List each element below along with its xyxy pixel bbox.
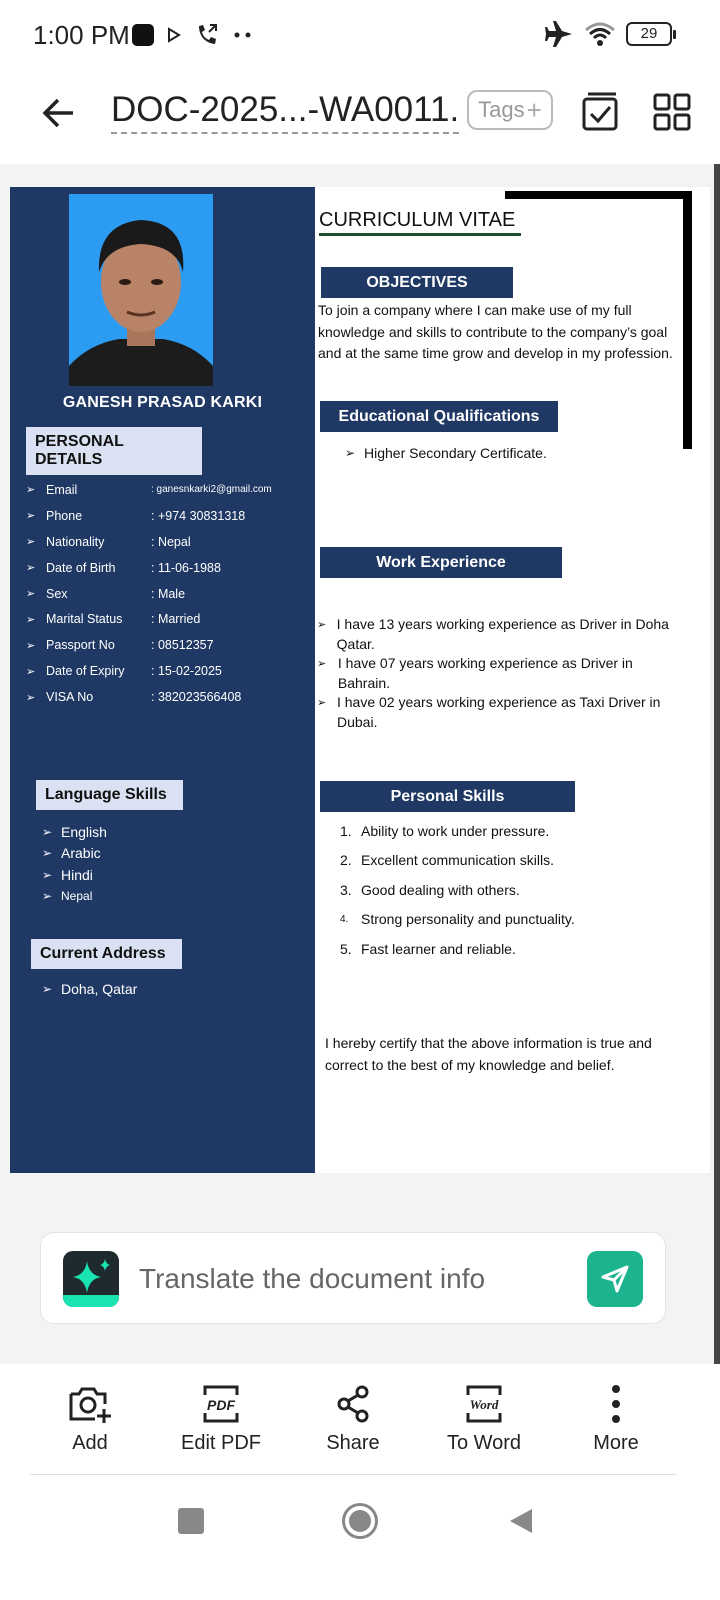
- detail-value: : ganesnkarki2@gmail.com: [151, 484, 272, 496]
- skill-item: [340, 823, 575, 852]
- more-label: More: [593, 1432, 639, 1454]
- cv-left-panel: [10, 187, 315, 1173]
- home-button[interactable]: [342, 1503, 378, 1539]
- play-icon: [166, 26, 182, 44]
- arrow-bullet-icon: ➢: [42, 889, 53, 904]
- arrow-left-icon: [42, 96, 76, 130]
- home-inner-icon: [349, 1510, 371, 1532]
- detail-label: Sex: [46, 586, 68, 601]
- arrow-bullet-icon: ➢: [317, 658, 327, 670]
- detail-value: : Male: [151, 586, 186, 601]
- detail-value: : 08512357: [151, 638, 214, 653]
- more-button[interactable]: [561, 1382, 671, 1455]
- send-button[interactable]: [587, 1251, 643, 1307]
- detail-label: Marital Status: [46, 612, 123, 627]
- send-icon: [600, 1264, 630, 1294]
- detail-value: : 382023566408: [151, 690, 242, 705]
- address-list: [42, 978, 137, 1000]
- arrow-bullet-icon: ➢: [26, 665, 36, 678]
- detail-row-visa: [26, 684, 311, 710]
- arrow-bullet-icon: ➢: [42, 867, 53, 882]
- detail-row-phone: [26, 503, 311, 529]
- select-button[interactable]: [580, 90, 624, 134]
- share-label: Share: [326, 1432, 380, 1454]
- detail-label: Date of Birth: [46, 560, 116, 575]
- detail-value: : +974 30831318: [151, 508, 246, 523]
- skill-number: 4.: [340, 914, 349, 926]
- current-address-heading: Current Address: [31, 939, 182, 969]
- detail-row-sex: [26, 581, 311, 607]
- svg-text:PDF: PDF: [207, 1397, 235, 1413]
- battery-indicator: 29: [626, 22, 672, 46]
- arrow-bullet-icon: ➢: [42, 981, 53, 996]
- status-bar: [0, 0, 720, 70]
- objectives-text: To join a company where I can make use of my full knowledge and skills to contribute to the company’s goal and at the same time grow and develop in my profession.: [318, 302, 673, 361]
- language-item: [42, 821, 107, 843]
- personal-skills-heading: Personal Skills: [320, 781, 575, 812]
- edit-pdf-label: Edit PDF: [180, 1432, 262, 1454]
- education-value: Higher Secondary Certificate.: [364, 445, 547, 461]
- grid-icon: [652, 92, 692, 132]
- detail-row-expiry: [26, 658, 311, 684]
- work-item: [317, 654, 687, 693]
- decorative-corner-line: [683, 191, 692, 449]
- word-icon: [429, 1382, 539, 1426]
- skill-number: 5.: [340, 940, 352, 957]
- svg-text:Word: Word: [469, 1397, 499, 1412]
- arrow-bullet-icon: ➢: [26, 536, 36, 549]
- arrow-bullet-icon: ➢: [42, 824, 53, 839]
- skill-text: Ability to work under pressure.: [361, 823, 550, 839]
- detail-row-marital-status: [26, 606, 311, 632]
- personal-skills-list: [340, 823, 575, 970]
- plus-icon: +: [526, 94, 542, 125]
- more-vertical-icon: [561, 1382, 671, 1426]
- document-title[interactable]: DOC-2025...-WA0011.: [111, 90, 459, 134]
- language-label: Hindi: [61, 866, 93, 883]
- arrow-bullet-icon: ➢: [26, 510, 36, 523]
- address-item: [42, 978, 137, 1000]
- to-word-button[interactable]: [429, 1382, 539, 1455]
- skill-text: Strong personality and punctuality.: [361, 911, 575, 928]
- bottom-toolbar: [0, 1364, 720, 1476]
- work-experience-list: [317, 615, 687, 732]
- detail-label: Nationality: [46, 534, 105, 549]
- app-notification-icon: [132, 24, 154, 46]
- address-value: Doha, Qatar: [61, 980, 138, 997]
- personal-details-heading: PERSONAL DETAILS: [26, 427, 202, 475]
- back-nav-button[interactable]: [508, 1507, 534, 1540]
- work-item: [317, 693, 687, 732]
- work-text: I have 07 years working experience as Driver in Bahrain.: [337, 655, 633, 691]
- certification-text: I hereby certify that the above information is true and correct to the best of my knowledge and belief.: [325, 1035, 652, 1073]
- skill-text: Excellent communication skills.: [361, 852, 554, 869]
- skill-item: [340, 852, 575, 881]
- arrow-bullet-icon: ➢: [26, 691, 36, 704]
- detail-value: : 15-02-2025: [151, 664, 222, 679]
- status-system-icons: [544, 20, 672, 48]
- arrow-bullet-icon: ➢: [345, 446, 356, 460]
- grid-view-button[interactable]: [652, 92, 692, 132]
- language-list: [42, 821, 107, 907]
- detail-row-nationality: [26, 529, 311, 555]
- to-word-label: To Word: [446, 1432, 522, 1454]
- language-label: Nepal: [61, 889, 93, 904]
- share-icon: [298, 1382, 408, 1426]
- back-button[interactable]: [34, 88, 84, 138]
- work-text: I have 13 years working experience as Driver in Doha Qatar.: [336, 616, 669, 652]
- detail-label: Phone: [46, 508, 83, 523]
- recents-button[interactable]: [178, 1508, 204, 1534]
- status-notification-icons: [132, 22, 254, 48]
- ai-assistant-bar[interactable]: [40, 1232, 666, 1324]
- arrow-bullet-icon: ➢: [317, 619, 327, 631]
- arrow-bullet-icon: ➢: [26, 484, 36, 497]
- education-heading: Educational Qualifications: [320, 401, 558, 432]
- detail-value: : Nepal: [151, 534, 191, 549]
- airplane-mode-icon: [544, 20, 574, 48]
- call-forward-icon: [194, 22, 220, 48]
- skill-number: 1.: [340, 823, 352, 839]
- skill-text: Fast learner and reliable.: [361, 940, 516, 957]
- wifi-icon: [584, 21, 616, 47]
- education-item: [345, 443, 675, 465]
- add-button[interactable]: [35, 1382, 145, 1455]
- document-page[interactable]: [10, 187, 710, 1173]
- cv-name: GANESH PRASAD KARKI: [62, 394, 263, 411]
- objectives-heading: OBJECTIVES: [321, 267, 513, 298]
- personal-details-list: [26, 477, 311, 710]
- edit-pdf-button[interactable]: [166, 1382, 276, 1455]
- cv-right-panel: [315, 187, 710, 1173]
- work-text: I have 02 years working experience as Taxi Driver in Dubai.: [336, 694, 661, 730]
- skill-number: 2.: [340, 852, 352, 869]
- detail-row-dob: [26, 555, 311, 581]
- status-time: 1:00 PM: [33, 20, 130, 50]
- language-skills-heading: Language Skills: [36, 780, 183, 810]
- skill-number: 3.: [340, 881, 352, 898]
- scrollbar[interactable]: [714, 164, 720, 1390]
- checkbox-stack-icon: [580, 90, 624, 134]
- language-item: [42, 864, 107, 886]
- ai-sparkle-icon: [63, 1251, 119, 1307]
- profile-photo: [69, 194, 213, 386]
- work-item: [317, 615, 687, 654]
- arrow-bullet-icon: ➢: [26, 613, 36, 626]
- ai-prompt-text[interactable]: Translate the document info: [139, 1263, 486, 1294]
- detail-value: : Married: [151, 612, 201, 627]
- detail-label: Passport No: [46, 638, 115, 653]
- pdf-edit-icon: [166, 1382, 276, 1426]
- skill-item: [340, 911, 575, 940]
- person-portrait-icon: [69, 194, 213, 386]
- detail-label: VISA No: [46, 690, 94, 705]
- skill-item: [340, 882, 575, 911]
- work-experience-heading: Work Experience: [320, 547, 562, 578]
- detail-value: : 11-06-1988: [151, 560, 221, 575]
- arrow-bullet-icon: ➢: [42, 846, 53, 861]
- arrow-bullet-icon: ➢: [26, 562, 36, 575]
- triangle-back-icon: [508, 1507, 534, 1535]
- language-item: [42, 886, 107, 908]
- detail-label: Date of Expiry: [46, 664, 125, 679]
- tags-label: Tags: [478, 97, 525, 122]
- more-dots-icon: [232, 30, 254, 40]
- arrow-bullet-icon: ➢: [26, 639, 36, 652]
- skill-text: Good dealing with others.: [361, 881, 520, 898]
- language-label: Arabic: [61, 845, 101, 862]
- add-label: Add: [72, 1432, 108, 1454]
- app-bar: [0, 70, 720, 164]
- detail-label: Email: [46, 482, 78, 497]
- tags-button[interactable]: [467, 90, 553, 130]
- arrow-bullet-icon: ➢: [317, 697, 327, 709]
- detail-row-email: [26, 477, 311, 503]
- language-label: English: [61, 823, 107, 840]
- system-nav-bar: [0, 1475, 720, 1600]
- language-item: [42, 843, 107, 865]
- detail-row-passport: [26, 632, 311, 658]
- skill-item: [340, 941, 575, 970]
- share-button[interactable]: [298, 1382, 408, 1455]
- camera-plus-icon: [35, 1382, 145, 1426]
- ai-logo-strip: [63, 1295, 119, 1307]
- cv-title: CURRICULUM VITAE: [319, 209, 521, 236]
- decorative-corner-line: [505, 191, 692, 199]
- arrow-bullet-icon: ➢: [26, 588, 36, 600]
